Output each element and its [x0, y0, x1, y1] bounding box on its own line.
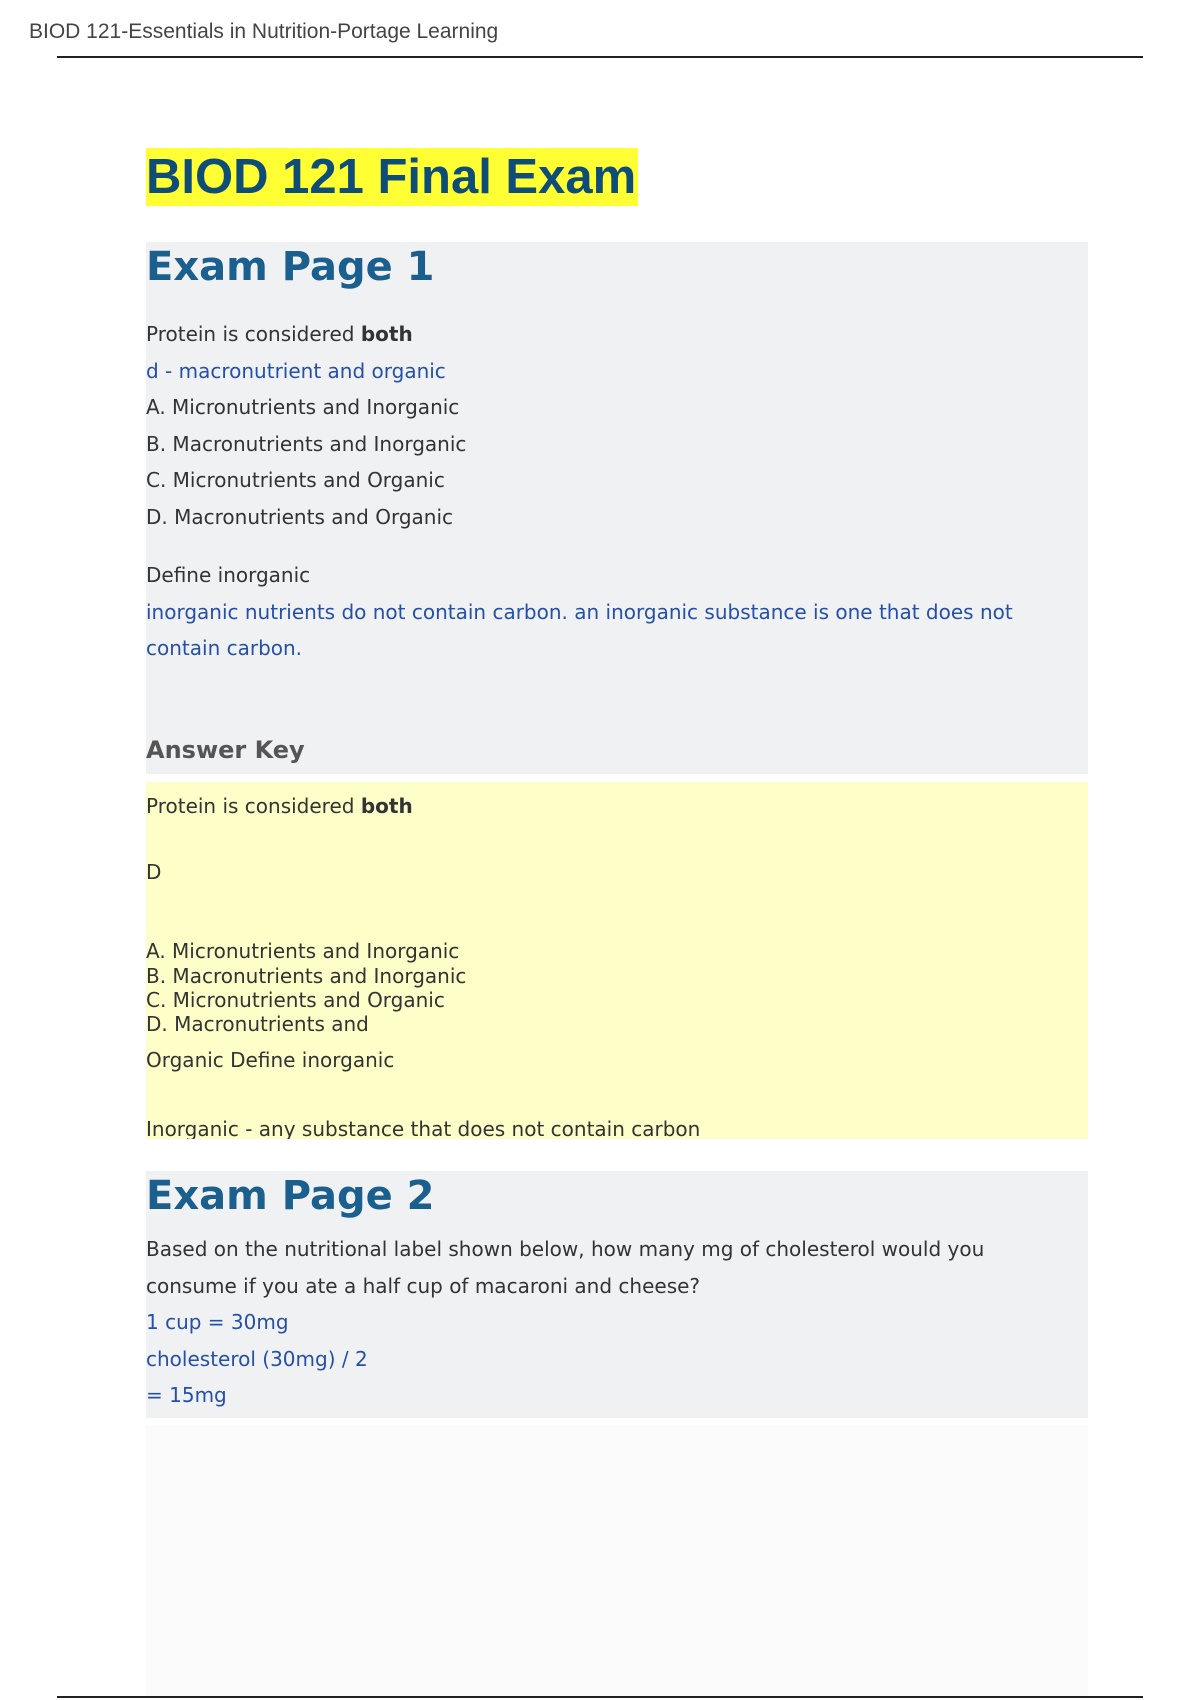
- exam-page-2: [146, 1171, 1088, 1418]
- page-heading: Exam Page 1: [146, 244, 435, 290]
- document-content: [146, 148, 1088, 1418]
- answer-key-letter: D: [146, 860, 162, 884]
- answer-key-continuation: Organic Define inorganic: [146, 1048, 395, 1072]
- answer-key-definition: Inorganic - any substance that does not contain carbon: [146, 1117, 701, 1139]
- answer-key-option-a: A. Micronutrients and Inorganic: [146, 939, 460, 963]
- answer-key-option-c: C. Micronutrients and Organic: [146, 988, 445, 1012]
- student-answer: cholesterol (30mg) / 2: [146, 1346, 368, 1371]
- answer-key-option-b: B. Macronutrients and Inorganic: [146, 964, 467, 988]
- answer-key-box: [146, 782, 1088, 1139]
- exam-title: BIOD 121 Final Exam: [146, 150, 637, 204]
- option-d: D. Macronutrients and Organic: [146, 504, 453, 529]
- option-b: B. Macronutrients and Inorganic: [146, 431, 467, 456]
- option-a: A. Micronutrients and Inorganic: [146, 395, 460, 419]
- answer-key-title: Answer Key: [146, 735, 305, 764]
- option-c: C. Micronutrients and Organic: [146, 468, 445, 492]
- question-prompt: Define inorganic: [146, 563, 311, 587]
- student-answer: = 15mg: [146, 1383, 227, 1407]
- page-heading: Exam Page 2: [146, 1173, 435, 1219]
- header-rule: [57, 56, 1143, 58]
- student-answer: contain carbon.: [146, 636, 303, 660]
- student-answer: inorganic nutrients do not contain carbon. an inorganic substance is one that does not: [146, 599, 1013, 624]
- student-answer: d - macronutrient and organic: [146, 358, 446, 383]
- question-prompt: consume if you ate a half cup of macaroni and cheese?: [146, 1273, 701, 1298]
- answer-key-option-d: D. Macronutrients and: [146, 1012, 369, 1036]
- footer-rule: [57, 1696, 1143, 1698]
- student-answer: 1 cup = 30mg: [146, 1310, 289, 1334]
- exam-page-1: [146, 242, 1088, 774]
- answer-key-prompt: Protein is considered both: [146, 794, 413, 818]
- page-background: [146, 1425, 1088, 1696]
- running-header: BIOD 121-Essentials in Nutrition-Portage Learning: [29, 20, 499, 43]
- question-prompt: Protein is considered both: [146, 322, 413, 346]
- question-prompt: Based on the nutritional label shown below, how many mg of cholesterol would you: [146, 1237, 985, 1261]
